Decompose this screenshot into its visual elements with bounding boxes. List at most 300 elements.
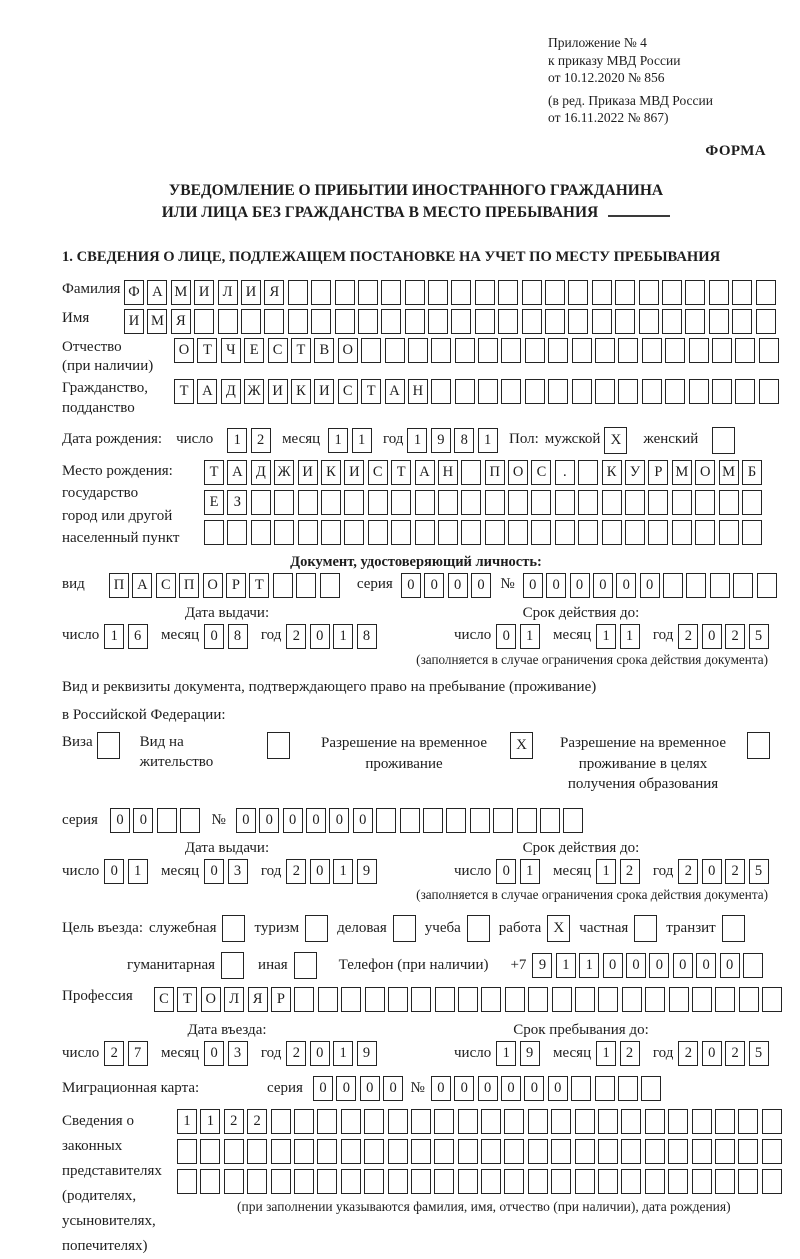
char-cell[interactable]: [712, 338, 732, 363]
char-cell[interactable]: [247, 1139, 267, 1164]
char-cell[interactable]: 1: [478, 428, 498, 453]
char-cell[interactable]: 7: [128, 1041, 148, 1066]
char-cell[interactable]: [341, 987, 361, 1012]
char-cell[interactable]: 0: [696, 953, 716, 978]
char-cell[interactable]: 0: [626, 953, 646, 978]
char-cell[interactable]: [481, 1139, 501, 1164]
char-cell[interactable]: 1: [333, 859, 353, 884]
char-cell[interactable]: 8: [228, 624, 248, 649]
char-cell[interactable]: 1: [596, 1041, 616, 1066]
char-cell[interactable]: В: [314, 338, 334, 363]
char-cell[interactable]: [311, 309, 331, 334]
char-cell[interactable]: [508, 520, 528, 545]
char-cell[interactable]: 1: [520, 624, 540, 649]
char-cell[interactable]: [695, 490, 715, 515]
char-cell[interactable]: 9: [357, 859, 377, 884]
char-cell[interactable]: [311, 280, 331, 305]
char-cell[interactable]: 1: [556, 953, 576, 978]
char-cell[interactable]: [415, 490, 435, 515]
char-cell[interactable]: [621, 1109, 641, 1134]
char-cell[interactable]: [598, 987, 618, 1012]
char-cell[interactable]: [504, 1139, 524, 1164]
char-cell[interactable]: О: [508, 460, 528, 485]
char-cell[interactable]: [481, 1169, 501, 1194]
char-cell[interactable]: [434, 1169, 454, 1194]
char-cell[interactable]: [618, 338, 638, 363]
char-cell[interactable]: 8: [357, 624, 377, 649]
char-cell[interactable]: Л: [224, 987, 244, 1012]
char-cell[interactable]: [485, 490, 505, 515]
char-cell[interactable]: [695, 520, 715, 545]
char-cell[interactable]: [485, 520, 505, 545]
char-cell[interactable]: [200, 1169, 220, 1194]
char-cell[interactable]: 0: [306, 808, 326, 833]
char-cell[interactable]: 1: [177, 1109, 197, 1134]
char-cell[interactable]: [545, 280, 565, 305]
char-cell[interactable]: Т: [174, 379, 194, 404]
char-cell[interactable]: К: [602, 460, 622, 485]
char-cell[interactable]: 1: [128, 859, 148, 884]
char-cell[interactable]: [388, 1139, 408, 1164]
char-cell[interactable]: [715, 1109, 735, 1134]
char-cell[interactable]: [296, 573, 316, 598]
char-cell[interactable]: 0: [401, 573, 421, 598]
char-cell[interactable]: [715, 1169, 735, 1194]
char-cell[interactable]: [548, 338, 568, 363]
char-cell[interactable]: [528, 987, 548, 1012]
char-cell[interactable]: 0: [133, 808, 153, 833]
char-cell[interactable]: [719, 520, 739, 545]
char-cell[interactable]: 0: [204, 859, 224, 884]
char-cell[interactable]: [571, 1076, 591, 1101]
char-cell[interactable]: Ж: [274, 460, 294, 485]
char-cell[interactable]: [710, 573, 730, 598]
char-cell[interactable]: [317, 1169, 337, 1194]
char-cell[interactable]: [669, 987, 689, 1012]
char-cell[interactable]: [756, 309, 776, 334]
char-cell[interactable]: П: [109, 573, 129, 598]
char-cell[interactable]: [320, 573, 340, 598]
char-cell[interactable]: 1: [596, 624, 616, 649]
char-cell[interactable]: И: [241, 280, 261, 305]
char-cell[interactable]: [712, 379, 732, 404]
char-cell[interactable]: [431, 338, 451, 363]
char-cell[interactable]: [458, 1139, 478, 1164]
char-cell[interactable]: 0: [383, 1076, 403, 1101]
char-cell[interactable]: [618, 379, 638, 404]
char-cell[interactable]: 2: [725, 624, 745, 649]
char-cell[interactable]: [321, 490, 341, 515]
char-cell[interactable]: 0: [283, 808, 303, 833]
char-cell[interactable]: 0: [329, 808, 349, 833]
char-cell[interactable]: [400, 808, 420, 833]
char-cell[interactable]: [411, 1109, 431, 1134]
char-cell[interactable]: [434, 1139, 454, 1164]
char-cell[interactable]: 2: [678, 624, 698, 649]
char-cell[interactable]: [405, 280, 425, 305]
char-cell[interactable]: [685, 309, 705, 334]
char-cell[interactable]: 1: [352, 428, 372, 453]
char-cell[interactable]: [743, 953, 763, 978]
char-cell[interactable]: Р: [271, 987, 291, 1012]
char-cell[interactable]: 0: [104, 859, 124, 884]
char-cell[interactable]: К: [291, 379, 311, 404]
char-cell[interactable]: 0: [353, 808, 373, 833]
char-cell[interactable]: 2: [286, 1041, 306, 1066]
char-cell[interactable]: [475, 309, 495, 334]
char-cell[interactable]: 6: [128, 624, 148, 649]
char-cell[interactable]: [733, 573, 753, 598]
char-cell[interactable]: [157, 808, 177, 833]
char-cell[interactable]: [194, 309, 214, 334]
char-cell[interactable]: М: [171, 280, 191, 305]
char-cell[interactable]: [757, 573, 777, 598]
char-cell[interactable]: [264, 309, 284, 334]
char-cell[interactable]: А: [415, 460, 435, 485]
char-cell[interactable]: [692, 987, 712, 1012]
char-cell[interactable]: 1: [520, 859, 540, 884]
char-cell[interactable]: [692, 1169, 712, 1194]
char-cell[interactable]: [498, 309, 518, 334]
char-cell[interactable]: А: [197, 379, 217, 404]
char-cell[interactable]: 0: [523, 573, 543, 598]
char-cell[interactable]: С: [368, 460, 388, 485]
char-cell[interactable]: [662, 280, 682, 305]
char-cell[interactable]: [341, 1109, 361, 1134]
char-cell[interactable]: И: [298, 460, 318, 485]
char-cell[interactable]: К: [321, 460, 341, 485]
char-cell[interactable]: [575, 1109, 595, 1134]
char-cell[interactable]: [568, 280, 588, 305]
char-cell[interactable]: [271, 1109, 291, 1134]
char-cell[interactable]: [672, 490, 692, 515]
char-cell[interactable]: А: [227, 460, 247, 485]
char-cell[interactable]: 1: [407, 428, 427, 453]
char-cell[interactable]: [642, 338, 662, 363]
char-cell[interactable]: [218, 309, 238, 334]
char-cell[interactable]: [204, 520, 224, 545]
char-cell[interactable]: 1: [328, 428, 348, 453]
char-cell[interactable]: [528, 1139, 548, 1164]
residence-permit-checkbox[interactable]: [267, 732, 290, 759]
char-cell[interactable]: [641, 1076, 661, 1101]
char-cell[interactable]: [759, 379, 779, 404]
char-cell[interactable]: [668, 1109, 688, 1134]
char-cell[interactable]: 2: [620, 1041, 640, 1066]
char-cell[interactable]: 5: [749, 1041, 769, 1066]
char-cell[interactable]: 2: [725, 1041, 745, 1066]
char-cell[interactable]: [625, 490, 645, 515]
char-cell[interactable]: .: [555, 460, 575, 485]
char-cell[interactable]: [271, 1139, 291, 1164]
char-cell[interactable]: [475, 280, 495, 305]
char-cell[interactable]: [531, 490, 551, 515]
char-cell[interactable]: Т: [249, 573, 269, 598]
char-cell[interactable]: 0: [360, 1076, 380, 1101]
char-cell[interactable]: [481, 1109, 501, 1134]
char-cell[interactable]: 1: [333, 624, 353, 649]
char-cell[interactable]: [501, 379, 521, 404]
char-cell[interactable]: Д: [251, 460, 271, 485]
char-cell[interactable]: [388, 1169, 408, 1194]
char-cell[interactable]: 3: [228, 1041, 248, 1066]
char-cell[interactable]: Т: [291, 338, 311, 363]
char-cell[interactable]: [364, 1169, 384, 1194]
char-cell[interactable]: Н: [438, 460, 458, 485]
char-cell[interactable]: [522, 280, 542, 305]
char-cell[interactable]: [364, 1139, 384, 1164]
char-cell[interactable]: 2: [620, 859, 640, 884]
char-cell[interactable]: М: [719, 460, 739, 485]
char-cell[interactable]: И: [194, 280, 214, 305]
char-cell[interactable]: 1: [104, 624, 124, 649]
char-cell[interactable]: [388, 1109, 408, 1134]
char-cell[interactable]: [625, 520, 645, 545]
purpose-business-checkbox[interactable]: [393, 915, 416, 942]
char-cell[interactable]: [715, 1139, 735, 1164]
char-cell[interactable]: [762, 1109, 782, 1134]
char-cell[interactable]: [321, 520, 341, 545]
char-cell[interactable]: [572, 379, 592, 404]
char-cell[interactable]: И: [314, 379, 334, 404]
char-cell[interactable]: 0: [548, 1076, 568, 1101]
char-cell[interactable]: 0: [570, 573, 590, 598]
char-cell[interactable]: [595, 379, 615, 404]
char-cell[interactable]: Е: [244, 338, 264, 363]
visa-checkbox[interactable]: [97, 732, 120, 759]
char-cell[interactable]: [508, 490, 528, 515]
char-cell[interactable]: С: [154, 987, 174, 1012]
char-cell[interactable]: [391, 520, 411, 545]
char-cell[interactable]: [692, 1139, 712, 1164]
char-cell[interactable]: [598, 1109, 618, 1134]
char-cell[interactable]: [648, 490, 668, 515]
char-cell[interactable]: 0: [649, 953, 669, 978]
char-cell[interactable]: [715, 987, 735, 1012]
char-cell[interactable]: [639, 309, 659, 334]
char-cell[interactable]: [458, 1169, 478, 1194]
char-cell[interactable]: 0: [546, 573, 566, 598]
char-cell[interactable]: [621, 1169, 641, 1194]
sex-female-checkbox[interactable]: [712, 427, 735, 454]
char-cell[interactable]: [552, 987, 572, 1012]
char-cell[interactable]: 0: [702, 859, 722, 884]
char-cell[interactable]: Е: [204, 490, 224, 515]
purpose-work-checkbox[interactable]: X: [547, 915, 570, 942]
char-cell[interactable]: [592, 280, 612, 305]
char-cell[interactable]: [578, 520, 598, 545]
char-cell[interactable]: С: [338, 379, 358, 404]
char-cell[interactable]: [317, 1139, 337, 1164]
char-cell[interactable]: [668, 1139, 688, 1164]
char-cell[interactable]: 2: [286, 859, 306, 884]
char-cell[interactable]: [247, 1169, 267, 1194]
char-cell[interactable]: [689, 379, 709, 404]
char-cell[interactable]: [288, 280, 308, 305]
char-cell[interactable]: [528, 1109, 548, 1134]
char-cell[interactable]: Я: [171, 309, 191, 334]
char-cell[interactable]: [180, 808, 200, 833]
temp-residence-checkbox[interactable]: X: [510, 732, 533, 759]
char-cell[interactable]: Р: [648, 460, 668, 485]
char-cell[interactable]: [435, 987, 455, 1012]
purpose-transit-checkbox[interactable]: [722, 915, 745, 942]
char-cell[interactable]: [271, 1169, 291, 1194]
char-cell[interactable]: 0: [702, 624, 722, 649]
char-cell[interactable]: 0: [471, 573, 491, 598]
char-cell[interactable]: [663, 573, 683, 598]
char-cell[interactable]: [595, 1076, 615, 1101]
char-cell[interactable]: [381, 309, 401, 334]
char-cell[interactable]: [431, 379, 451, 404]
char-cell[interactable]: [689, 338, 709, 363]
char-cell[interactable]: [408, 338, 428, 363]
char-cell[interactable]: [294, 1109, 314, 1134]
char-cell[interactable]: [551, 1109, 571, 1134]
char-cell[interactable]: [224, 1169, 244, 1194]
char-cell[interactable]: Ж: [244, 379, 264, 404]
char-cell[interactable]: [738, 1109, 758, 1134]
char-cell[interactable]: 1: [227, 428, 247, 453]
char-cell[interactable]: [662, 309, 682, 334]
char-cell[interactable]: [618, 1076, 638, 1101]
char-cell[interactable]: 0: [313, 1076, 333, 1101]
char-cell[interactable]: [540, 808, 560, 833]
char-cell[interactable]: [341, 1139, 361, 1164]
char-cell[interactable]: [458, 987, 478, 1012]
char-cell[interactable]: [504, 1169, 524, 1194]
char-cell[interactable]: [525, 338, 545, 363]
char-cell[interactable]: Н: [408, 379, 428, 404]
char-cell[interactable]: [423, 808, 443, 833]
char-cell[interactable]: 9: [532, 953, 552, 978]
char-cell[interactable]: [645, 1169, 665, 1194]
char-cell[interactable]: [251, 520, 271, 545]
char-cell[interactable]: [458, 1109, 478, 1134]
char-cell[interactable]: 0: [720, 953, 740, 978]
char-cell[interactable]: [288, 309, 308, 334]
char-cell[interactable]: [415, 520, 435, 545]
char-cell[interactable]: [505, 987, 525, 1012]
char-cell[interactable]: [563, 808, 583, 833]
char-cell[interactable]: [177, 1169, 197, 1194]
char-cell[interactable]: 9: [520, 1041, 540, 1066]
char-cell[interactable]: 0: [424, 573, 444, 598]
char-cell[interactable]: [621, 1139, 641, 1164]
char-cell[interactable]: [709, 280, 729, 305]
char-cell[interactable]: [648, 520, 668, 545]
purpose-official-checkbox[interactable]: [222, 915, 245, 942]
char-cell[interactable]: П: [179, 573, 199, 598]
char-cell[interactable]: [224, 1139, 244, 1164]
char-cell[interactable]: [318, 987, 338, 1012]
char-cell[interactable]: [298, 490, 318, 515]
char-cell[interactable]: [528, 1169, 548, 1194]
char-cell[interactable]: [368, 490, 388, 515]
char-cell[interactable]: 0: [431, 1076, 451, 1101]
char-cell[interactable]: 2: [678, 1041, 698, 1066]
char-cell[interactable]: [639, 280, 659, 305]
char-cell[interactable]: [344, 520, 364, 545]
char-cell[interactable]: Д: [221, 379, 241, 404]
char-cell[interactable]: О: [174, 338, 194, 363]
char-cell[interactable]: [411, 1139, 431, 1164]
char-cell[interactable]: [358, 280, 378, 305]
char-cell[interactable]: [438, 520, 458, 545]
char-cell[interactable]: 0: [259, 808, 279, 833]
char-cell[interactable]: 1: [620, 624, 640, 649]
char-cell[interactable]: [388, 987, 408, 1012]
temp-residence-education-checkbox[interactable]: [747, 732, 770, 759]
char-cell[interactable]: [531, 520, 551, 545]
char-cell[interactable]: 2: [224, 1109, 244, 1134]
char-cell[interactable]: О: [695, 460, 715, 485]
char-cell[interactable]: [428, 309, 448, 334]
char-cell[interactable]: [428, 280, 448, 305]
char-cell[interactable]: [602, 490, 622, 515]
char-cell[interactable]: 2: [104, 1041, 124, 1066]
char-cell[interactable]: 0: [310, 859, 330, 884]
char-cell[interactable]: Я: [264, 280, 284, 305]
char-cell[interactable]: [548, 379, 568, 404]
char-cell[interactable]: [642, 379, 662, 404]
char-cell[interactable]: 0: [593, 573, 613, 598]
char-cell[interactable]: [762, 987, 782, 1012]
char-cell[interactable]: 5: [749, 624, 769, 649]
purpose-study-checkbox[interactable]: [467, 915, 490, 942]
char-cell[interactable]: [692, 1109, 712, 1134]
char-cell[interactable]: [665, 379, 685, 404]
char-cell[interactable]: [344, 490, 364, 515]
char-cell[interactable]: 9: [431, 428, 451, 453]
char-cell[interactable]: 0: [702, 1041, 722, 1066]
char-cell[interactable]: [335, 309, 355, 334]
char-cell[interactable]: 0: [478, 1076, 498, 1101]
char-cell[interactable]: 1: [333, 1041, 353, 1066]
char-cell[interactable]: Я: [248, 987, 268, 1012]
char-cell[interactable]: 0: [616, 573, 636, 598]
char-cell[interactable]: [709, 309, 729, 334]
char-cell[interactable]: Т: [361, 379, 381, 404]
char-cell[interactable]: И: [344, 460, 364, 485]
char-cell[interactable]: [470, 808, 490, 833]
char-cell[interactable]: [522, 309, 542, 334]
char-cell[interactable]: [381, 280, 401, 305]
char-cell[interactable]: Т: [177, 987, 197, 1012]
char-cell[interactable]: [251, 490, 271, 515]
char-cell[interactable]: [200, 1139, 220, 1164]
char-cell[interactable]: [478, 379, 498, 404]
char-cell[interactable]: [294, 1169, 314, 1194]
char-cell[interactable]: 5: [749, 859, 769, 884]
char-cell[interactable]: 9: [357, 1041, 377, 1066]
char-cell[interactable]: 2: [678, 859, 698, 884]
char-cell[interactable]: [735, 379, 755, 404]
char-cell[interactable]: [551, 1139, 571, 1164]
char-cell[interactable]: [341, 1169, 361, 1194]
char-cell[interactable]: [672, 520, 692, 545]
char-cell[interactable]: П: [485, 460, 505, 485]
char-cell[interactable]: [517, 808, 537, 833]
char-cell[interactable]: [446, 808, 466, 833]
purpose-private-checkbox[interactable]: [634, 915, 657, 942]
char-cell[interactable]: 0: [310, 1041, 330, 1066]
char-cell[interactable]: 0: [204, 624, 224, 649]
char-cell[interactable]: 0: [603, 953, 623, 978]
char-cell[interactable]: [602, 520, 622, 545]
char-cell[interactable]: 0: [501, 1076, 521, 1101]
char-cell[interactable]: [405, 309, 425, 334]
